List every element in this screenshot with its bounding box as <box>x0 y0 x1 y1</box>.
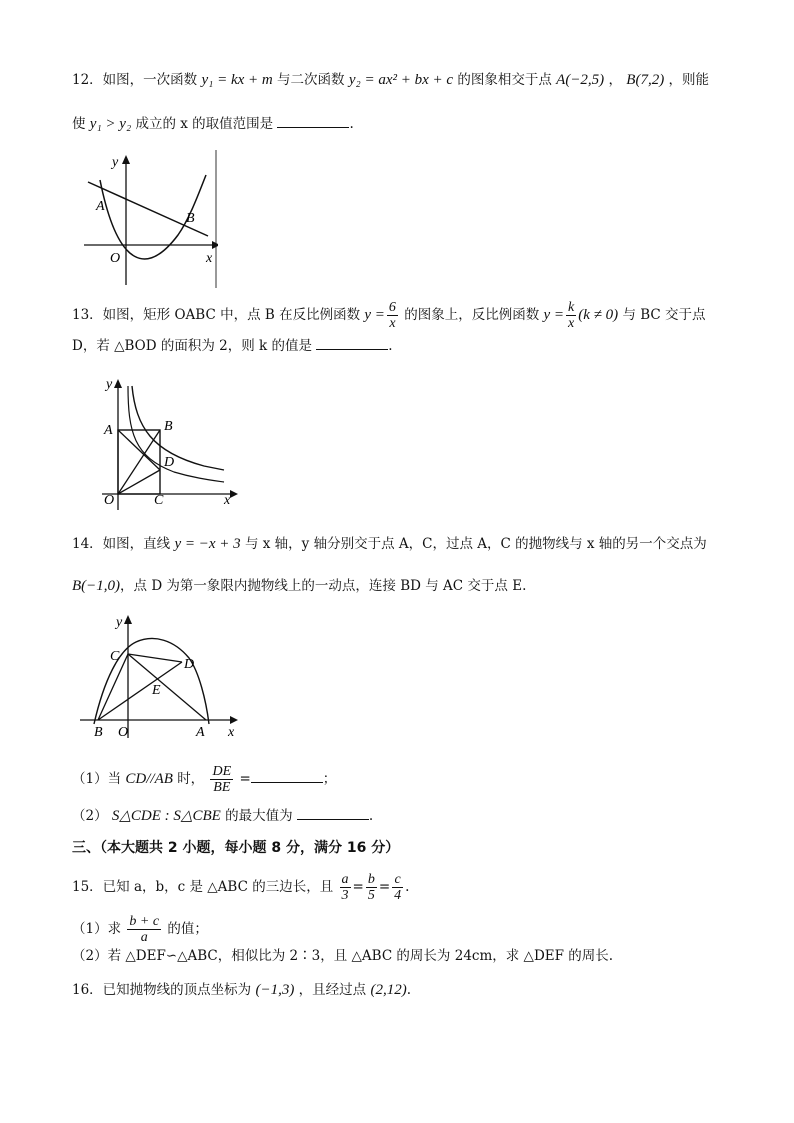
q12-label-b: B <box>186 211 195 226</box>
q13-label-b: B <box>164 419 173 434</box>
q15-text: 的值； <box>167 921 208 937</box>
q16-text: ，且经过点 <box>298 982 367 998</box>
q12-label-o: O <box>110 251 121 266</box>
q16-text: . <box>406 982 411 998</box>
q14-text: 与 x 轴，y 轴分别交于点 A，C，过点 A，C 的抛物线与 x 轴的另一个交点为 <box>244 536 707 552</box>
q15-ratio-c-num: c <box>392 872 403 888</box>
q14-sub2-expression: S△CDE : S△CBE <box>111 808 221 824</box>
section-heading: 三、（本大题共 2 小题，每小题 8 分，满分 16 分） <box>72 840 400 856</box>
q14-sub2-answer-blank[interactable] <box>297 806 369 820</box>
q14-label-c: C <box>110 649 120 664</box>
q16-vertex: (−1,3) <box>255 982 295 998</box>
q14-label-a: A <box>196 725 205 740</box>
q13-label-x: x <box>224 493 231 508</box>
q12-point-b: B(7,2) <box>626 72 665 88</box>
q14-text: . <box>368 808 374 824</box>
q12-y-arrow <box>122 155 130 164</box>
q15-text: . <box>405 879 410 895</box>
q15-ratio-c-den: 4 <box>394 888 402 903</box>
q14-label-x: x <box>228 725 235 740</box>
q16-line <box>72 980 411 1000</box>
q14-text: （1）当 <box>72 771 122 787</box>
q13-func1-lhs: y = <box>364 307 385 323</box>
q15-sub2: （2）若 △DEF∽△ABC，相似比为 2∶3，且 △ABC 的周长为 24cm，求 △DEF 的周长. <box>72 948 614 964</box>
q13-figure <box>84 372 246 512</box>
q12-figure <box>78 150 218 290</box>
q14-sub1-num: DE <box>212 764 232 779</box>
q13-text: 的图象上，反比例函数 <box>404 307 540 323</box>
q12-point-a: A(−2,5) <box>556 72 605 88</box>
q12-quadratic-function: y₂ = ax² + bx + c <box>348 72 454 88</box>
q13-func1-num: 6 <box>388 300 396 315</box>
q13-text: 13．如图，矩形 OABC 中，点 B 在反比例函数 <box>72 307 361 323</box>
q14-label-o: O <box>118 725 129 740</box>
q12-condition: y₁ > y₂ <box>89 116 132 132</box>
q13-func2-condition: (k ≠ 0) <box>578 307 619 323</box>
q13-func1-den: x <box>389 316 396 331</box>
q14-sub1-fraction <box>210 764 233 795</box>
q12-text: 成立的 x 的取值范围是 <box>135 116 274 132</box>
q14-line-equation: y = −x + 3 <box>174 536 241 552</box>
q12-line <box>88 182 208 236</box>
q12-x-arrow <box>212 241 218 249</box>
q15-ratio-b-num: b <box>367 872 375 887</box>
q16-text: 16．已知抛物线的顶点坐标为 <box>72 982 252 998</box>
q14-label-b: B <box>94 725 103 740</box>
q14-text: 14．如图，直线 <box>72 536 171 552</box>
q14-text: = <box>239 771 251 787</box>
q13-x-arrow <box>230 490 238 498</box>
q14-text: （2） <box>72 808 108 824</box>
q13-func2-fraction <box>566 300 576 331</box>
q15-ratio-b-den: 5 <box>367 888 375 903</box>
q12-label-a: A <box>96 199 105 214</box>
q13-func1-fraction <box>387 300 398 331</box>
q13-label-o: O <box>104 493 115 508</box>
q14-point-b: B(−1,0) <box>72 578 121 594</box>
q12-text: 的图象相交于点 <box>457 72 552 88</box>
q15-ratio-a-num: a <box>341 872 349 887</box>
q14-x-arrow <box>230 716 238 724</box>
q14-label-e: E <box>152 683 161 698</box>
q15-ratio-b <box>366 872 377 903</box>
q14-sub1-answer-blank[interactable] <box>251 769 323 783</box>
q13-curve-k <box>132 386 224 470</box>
q14-figure <box>74 610 250 742</box>
q13-line1 <box>72 300 706 331</box>
q13-label-a: A <box>104 423 113 438</box>
q13-label-c: C <box>154 493 164 508</box>
q12-line2 <box>72 114 354 134</box>
q14-text: 的最大值为 <box>225 808 293 824</box>
q13-text: 与 BC 交于点 <box>622 307 706 323</box>
q13-answer-blank[interactable] <box>316 336 388 350</box>
q13-line-od <box>118 470 160 494</box>
q12-label-y: y <box>112 155 119 170</box>
q14-y-arrow <box>124 615 132 624</box>
q14-sub1-condition: CD//AB <box>125 771 173 787</box>
q14-text: ； <box>322 771 337 787</box>
q15-sub1 <box>72 914 208 945</box>
q12-answer-blank[interactable] <box>277 114 349 128</box>
q12-text: ，则能 <box>668 72 709 88</box>
q12-line1: 12．如图，一次函数 y₁ = kx + m 与二次函数 y₂ = ax² + bx + c 的图象相交于点 A(−2,5) ， B(7,2) ，则能 <box>72 72 709 88</box>
q13-line-ad <box>118 430 160 470</box>
q13-text: . <box>388 338 393 354</box>
q15-sub1-num: b + c <box>129 914 160 929</box>
q14-label-y: y <box>116 615 123 630</box>
q13-line2 <box>72 336 393 356</box>
q15-ratio-c <box>392 872 403 903</box>
q15-line1: 15．已知 a，b，c 是 △ABC 的三边长，且 $\frac{a}{3}$ = $\frac{b}{5}$ = $\frac{c}{4}$ . <box>72 872 410 903</box>
q13-func2-num: k <box>568 300 575 315</box>
q15-sub1-fraction <box>127 914 161 945</box>
q15-sub1-den: a <box>140 930 148 945</box>
q14-text: ，点 D 为第一象限内抛物线上的一动点，连接 BD 与 AC 交于点 E. <box>120 578 527 594</box>
q15-ratio-a-den: 3 <box>341 888 349 903</box>
q15-text: 15．已知 a，b，c 是 △ABC 的三边长，且 <box>72 879 334 895</box>
q15-ratio-a <box>340 872 351 903</box>
q14-line1 <box>72 534 707 554</box>
q13-func2-lhs: y = <box>543 307 565 323</box>
q14-sub2 <box>72 806 373 826</box>
q14-label-d: D <box>184 657 195 672</box>
q12-label-x: x <box>206 251 213 266</box>
q14-sub1 <box>72 764 336 795</box>
q13-label-d: D <box>164 455 175 470</box>
q14-line2 <box>72 576 526 596</box>
q12-linear-function: y₁ = kx + m <box>201 72 273 88</box>
q14-text: 时， <box>177 771 205 787</box>
q15-text: （1）求 <box>72 921 122 937</box>
q14-line-ca <box>128 654 206 720</box>
q12-text: 12．如图，一次函数 <box>72 72 198 88</box>
q13-text: D，若 △BOD 的面积为 2，则 k 的值是 <box>72 338 312 354</box>
q12-text: 使 <box>72 116 86 132</box>
q14-sub1-den: BE <box>213 780 231 795</box>
q12-text: 与二次函数 <box>277 72 345 88</box>
q16-point: (2,12) <box>370 982 407 998</box>
q12-text: . <box>349 116 354 132</box>
q13-func2-den: x <box>568 316 575 331</box>
q13-label-y: y <box>106 377 113 392</box>
q13-y-arrow <box>114 379 122 388</box>
